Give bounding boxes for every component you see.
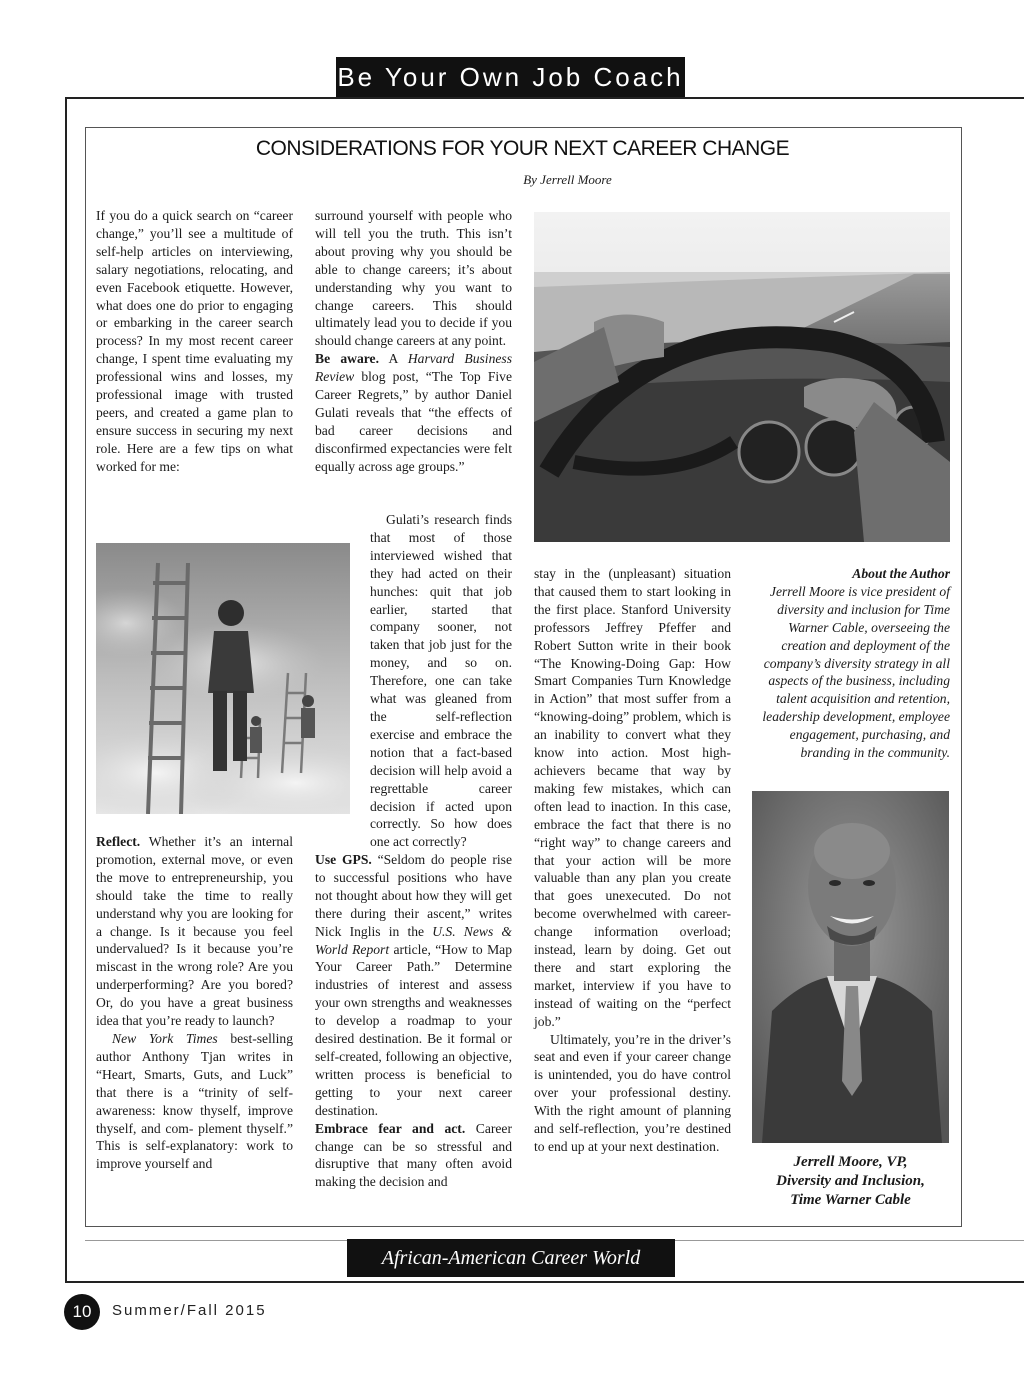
issue-label: Summer/Fall 2015 — [112, 1302, 267, 1319]
gps-heading: Use GPS. — [315, 852, 372, 867]
column-2-top — [315, 207, 512, 476]
nyt-name: New York Times — [112, 1030, 218, 1046]
reflect-heading: Reflect. — [96, 834, 141, 849]
gps-text-b: article, “How to Map Your Career Path.” Determine industries of interest and assess your own strengths and weaknesses to develop a roadmap to your desired destination. Be it formal or self-created, following an objective, written process is beneficial to getting to your next career destination. — [315, 941, 512, 1118]
gps-text-a: “Seldom do people rise to successful positions who have not thought about how they will get there during their ascent,” writes Nick Inglis in the — [315, 852, 513, 939]
reflect-paragraph — [96, 833, 293, 1030]
byline: By Jerrell Moore — [523, 172, 612, 187]
portrait-caption — [752, 1153, 949, 1210]
steering-wheel-photo — [534, 212, 950, 542]
fear-paragraph — [315, 1120, 512, 1192]
publication-banner: African-American Career World — [347, 1239, 675, 1277]
col3-paragraph: stay in the (unpleasant) situation that caused them to start looking in the first place. Stanford University professors Jeffrey Pfeffer and Robert Sutton write in their book “The Knowing-Doing Gap: How Smart Companies Turn Knowledge in Action” that most suffer from a “knowing-doing” problem, which is an inability to convert what they know into action. Most high-achievers became that way by making few mistakes, which can often lead to inaction. In this case, embrace the fact that there is no “right way” to change careers and that your action will be more valuable than any plan you create that goes unexecuted. Do not become overwhelmed with career-change information overload; instead, learn by doing. Get out there and start exploring the market, interview if you have to instead of waiting on the “perfect job.” — [534, 566, 731, 1029]
author-portrait-illustration — [752, 791, 949, 1143]
author-portrait — [752, 791, 949, 1143]
column-1-intro — [96, 207, 293, 476]
section-banner: Be Your Own Job Coach — [336, 57, 685, 97]
aware-paragraph — [315, 350, 512, 475]
fear-heading: Embrace fear and act. — [315, 1120, 466, 1136]
caption-line-1: Jerrell Moore, VP, — [793, 1154, 908, 1170]
column-1-reflect — [96, 833, 293, 1173]
column-2-bottom — [315, 851, 512, 1191]
about-author — [748, 565, 950, 762]
photo-wrap-spacer — [315, 511, 370, 835]
fear-text: Career change can be so stressful and disruptive that many often avoid making the decision and — [315, 1120, 512, 1190]
col3-final-paragraph: Ultimately, you’re in the driver’s seat and even if your career change is unintended, you do have control over your professional destiny. With the right amount of planning and self-reflection, you’re destined to end up at your next destination. — [534, 1031, 731, 1154]
ladder-clouds-photo — [96, 543, 350, 814]
article-title: CONSIDERATIONS FOR YOUR NEXT CAREER CHANGE — [255, 137, 790, 160]
usnews-name: U.S. News & World Report — [315, 923, 512, 957]
col2-top-paragraph: surround yourself with people who will tell you the truth. This isn’t about proving why you should be able to change careers; it’s about understanding why you want to change careers. This should ultimately lead you to decide if you should change careers at any point. — [315, 208, 512, 349]
about-title: About the Author — [852, 566, 950, 581]
gulati-text: Gulati’s research finds that most of those interviewed wished that they had acted on their hunches: quit that job earlier, started that company sooner, not taken that job just for the money, and so on. Therefore, one can take what was gleaned from the self-reflection exercise and embrace the notion that a fact-based decision will help avoid a regrettable career decision if acted upon correctly. So how does one act correctly? — [370, 512, 512, 850]
ladder-clouds-illustration — [96, 543, 350, 814]
hbr-name: Harvard Business Review — [315, 351, 512, 385]
column-3 — [534, 565, 731, 1156]
nyt-paragraph — [96, 1030, 293, 1173]
about-text: Jerrell Moore is vice president of diversity and inclusion for Time Warner Cable, overseeing the creation and deployment of the company’s diversity strategy in all aspects of the business, including talent acquisition and retention, leadership development, employee engagement, purchasing, and branding in the community. — [762, 583, 950, 761]
caption-line-2: Diversity and Inclusion, — [776, 1173, 925, 1189]
intro-paragraph: If you do a quick search on “career change,” you’ll see a multitude of self-help articles on interviewing, salary negotiations, relocating, and even Facebook etiquette. However, what does one do prior to engaging or embarking in the career search process? In my most recent career change, I spent time evaluating my professional wins and losses, my professional image with trusted peers, and created a game plan to ensure success in securing my next role. Here are a few tips on what worked for me: — [96, 208, 293, 474]
caption-line-3: Time Warner Cable — [790, 1192, 911, 1208]
nyt-text: best-selling author Anthony Tjan writes in “Heart, Smarts, Guts, and Luck” that there is a “trinity of self-awareness: know thyself, improve thyself, and com- plement thyself.” This is self-explanatory: work to improve yourself and — [96, 1030, 293, 1172]
aware-text-a: A — [379, 351, 408, 367]
page-number: 10 — [64, 1294, 100, 1330]
aware-heading: Be aware. — [315, 351, 379, 367]
reflect-text: Whether it’s an internal promotion, external move, or even the move to entrepreneurship, you should take the time to really understand why you are looking for a change. Is it because you feel undervalued? Is it because you’re miscast in the wrong role? Are you underperforming? Are you bored? Or, do you have a great business idea that you’re ready to launch? — [96, 834, 293, 1029]
column-2-gulati — [315, 511, 512, 851]
steering-wheel-illustration — [534, 212, 950, 542]
aware-text-b: blog post, “The Top Five Career Regrets,” by author Daniel Gulati reveals that “the effects of bad career decisions and disconfirmed expectancies were felt equally across age groups.” — [315, 369, 512, 474]
gps-paragraph — [315, 851, 512, 1120]
